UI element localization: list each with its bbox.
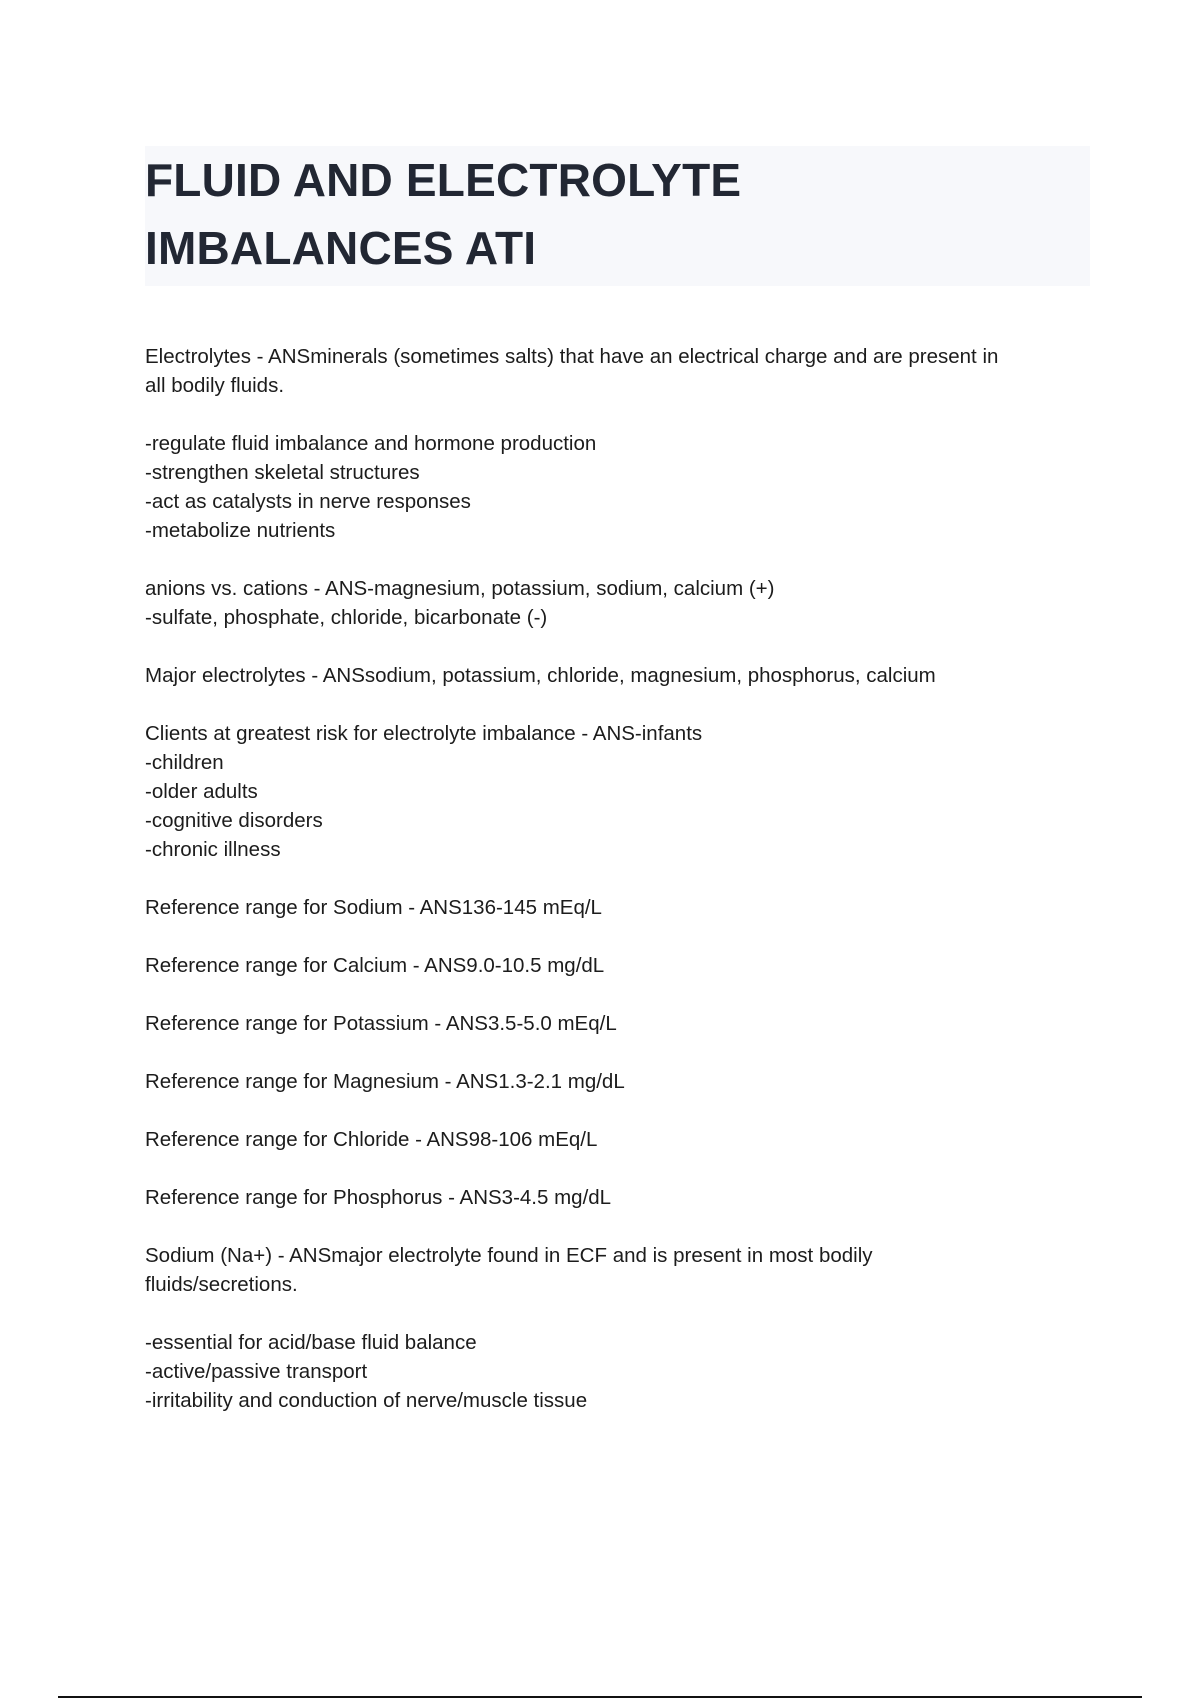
text-line: -irritability and conduction of nerve/muscle tissue — [145, 1389, 588, 1412]
paragraph-range-sodium — [145, 893, 1090, 922]
text-line: Reference range for Phosphorus - ANS3-4.5 mg/dL — [145, 1186, 612, 1209]
text-line: all bodily fluids. — [145, 374, 285, 397]
text-line: -regulate fluid imbalance and hormone production — [145, 432, 597, 455]
paragraph-sodium-functions — [145, 1328, 1090, 1415]
text-line: Reference range for Magnesium - ANS1.3-2.1 mg/dL — [145, 1070, 625, 1093]
title-block — [145, 146, 1090, 286]
text-line: -strengthen skeletal structures — [145, 461, 420, 484]
paragraph-range-magnesium — [145, 1067, 1090, 1096]
text-line: Reference range for Potassium - ANS3.5-5.0 mEq/L — [145, 1012, 617, 1035]
text-line: anions vs. cations - ANS-magnesium, potassium, sodium, calcium (+) — [145, 577, 775, 600]
title-line: FLUID AND ELECTROLYTE — [145, 154, 742, 206]
paragraph-electrolyte-functions — [145, 429, 1090, 545]
text-line: Sodium (Na+) - ANSmajor electrolyte found in ECF and is present in most bodily — [145, 1244, 873, 1267]
text-line: -metabolize nutrients — [145, 519, 336, 542]
paragraph-clients-at-risk — [145, 719, 1090, 864]
title-line: IMBALANCES ATI — [145, 222, 537, 274]
text-line: Reference range for Calcium - ANS9.0-10.5 mg/dL — [145, 954, 605, 977]
paragraph-range-phosphorus — [145, 1183, 1090, 1212]
paragraph-range-calcium — [145, 951, 1090, 980]
text-line: -act as catalysts in nerve responses — [145, 490, 471, 513]
text-line: Clients at greatest risk for electrolyte imbalance - ANS-infants — [145, 722, 703, 745]
paragraph-range-potassium — [145, 1009, 1090, 1038]
paragraph-anions-cations — [145, 574, 1090, 632]
text-line: -chronic illness — [145, 838, 281, 861]
paragraph-sodium-definition — [145, 1241, 1090, 1299]
text-line: Reference range for Chloride - ANS98-106 mEq/L — [145, 1128, 598, 1151]
text-line: Electrolytes - ANSminerals (sometimes salts) that have an electrical charge and are present in — [145, 345, 999, 368]
paragraph-range-chloride — [145, 1125, 1090, 1154]
text-line: -older adults — [145, 780, 258, 803]
text-line: fluids/secretions. — [145, 1273, 298, 1296]
text-line: -cognitive disorders — [145, 809, 323, 832]
footer-divider — [58, 1696, 1142, 1698]
paragraph-electrolytes — [145, 342, 1090, 400]
text-line: -active/passive transport — [145, 1360, 368, 1383]
text-line: -children — [145, 751, 224, 774]
paragraph-major-electrolytes — [145, 661, 1090, 690]
page-title — [145, 146, 1090, 282]
text-line: -essential for acid/base fluid balance — [145, 1331, 477, 1354]
text-line: -sulfate, phosphate, chloride, bicarbonate (-) — [145, 606, 548, 629]
document-body — [145, 342, 1090, 1444]
text-line: Major electrolytes - ANSsodium, potassium, chloride, magnesium, phosphorus, calcium — [145, 664, 936, 687]
text-line: Reference range for Sodium - ANS136-145 mEq/L — [145, 896, 602, 919]
